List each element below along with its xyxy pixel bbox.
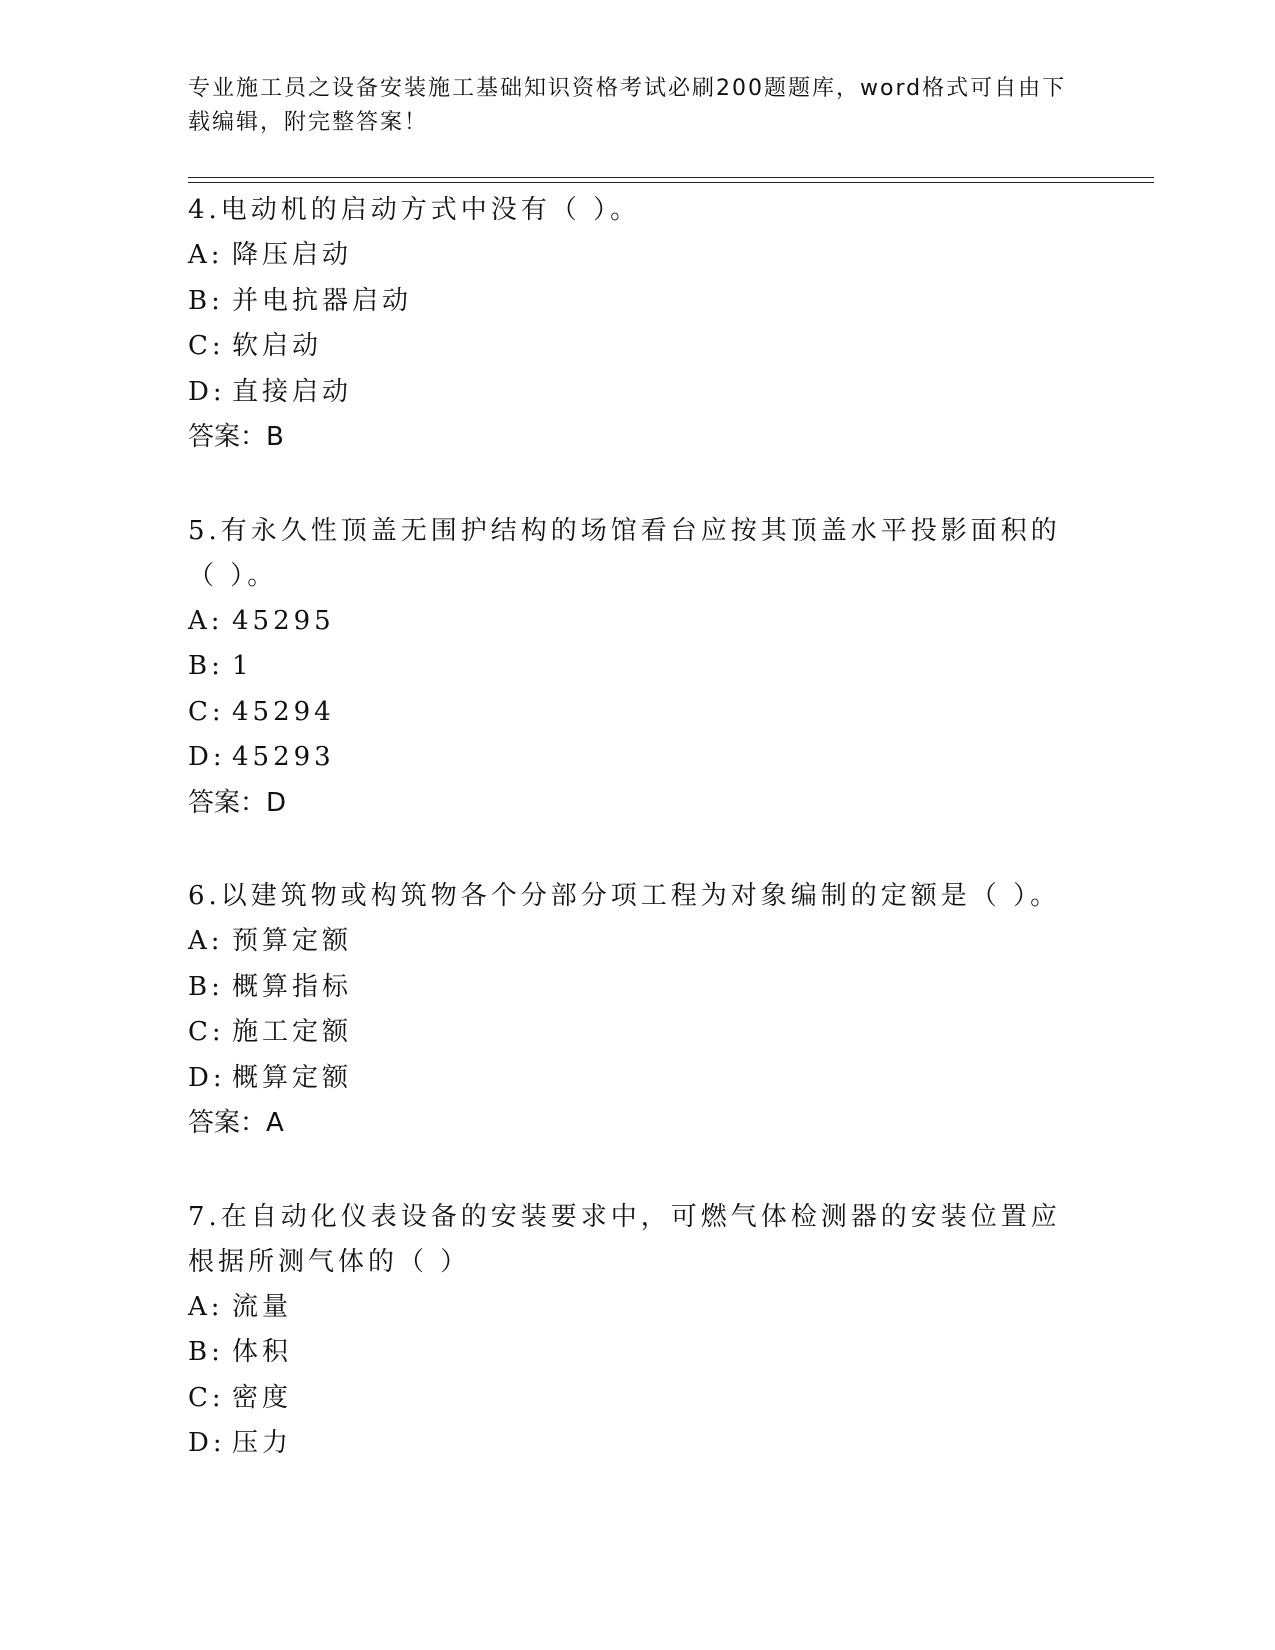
- question-list: [188, 188, 1068, 1515]
- option-text: 并电抗器启动: [232, 285, 413, 316]
- option-c: [188, 1010, 1068, 1056]
- option-b: [188, 644, 1068, 690]
- option-a: [188, 919, 1068, 965]
- option-a: [188, 599, 1068, 645]
- option-c: [188, 324, 1068, 370]
- option-key: B:: [188, 971, 224, 1002]
- option-key: A:: [188, 926, 224, 956]
- option-b: [188, 1330, 1068, 1376]
- option-d: [188, 1056, 1068, 1102]
- option-text: 降压启动: [232, 240, 353, 270]
- option-text: 体积: [232, 1337, 293, 1367]
- option-d: [188, 735, 1068, 781]
- option-text: 直接启动: [232, 376, 353, 407]
- option-key: A:: [188, 1291, 224, 1322]
- question-6: [188, 874, 1068, 1147]
- answer-line: 答案：B: [188, 422, 284, 452]
- header-divider-bottom: [188, 182, 1154, 183]
- option-text: 概算定额: [232, 1062, 353, 1093]
- option-key: D:: [188, 742, 226, 772]
- option-key: C:: [188, 331, 225, 361]
- answer-line: 答案：A: [188, 1108, 284, 1138]
- option-text: 施工定额: [232, 1017, 353, 1047]
- option-text: 密度: [232, 1382, 293, 1413]
- header-divider-top: [188, 177, 1154, 178]
- option-key: B:: [188, 285, 224, 316]
- option-key: C:: [188, 1382, 225, 1413]
- option-a: [188, 1285, 1068, 1331]
- option-key: D:: [188, 1062, 226, 1093]
- option-text: 45294: [232, 696, 335, 727]
- option-text: 软启动: [232, 331, 323, 361]
- question-text: 7.在自动化仪表设备的安装要求中，可燃气体检测器的安装位置应根据所测气体的（ ）: [188, 1201, 1061, 1277]
- question-text: 5.有永久性顶盖无围护结构的场馆看台应按其顶盖水平投影面积的（ ）。: [188, 515, 1061, 591]
- option-d: [188, 1421, 1068, 1467]
- option-key: D:: [188, 1428, 226, 1458]
- option-text: 45295: [232, 605, 335, 636]
- option-text: 压力: [232, 1428, 293, 1458]
- option-b: [188, 965, 1068, 1011]
- question-4: [188, 188, 1068, 461]
- option-key: B:: [188, 1337, 224, 1367]
- option-a: [188, 233, 1068, 279]
- option-key: A:: [188, 240, 224, 270]
- document-header: 专业施工员之设备安装施工基础知识资格考试必刷200题题库，word格式可自由下载编辑，附完整答案！: [188, 76, 1067, 135]
- option-text: 1: [232, 651, 253, 681]
- option-c: [188, 1376, 1068, 1422]
- option-text: 预算定额: [232, 926, 353, 956]
- option-text: 流量: [232, 1291, 293, 1322]
- option-key: D:: [188, 376, 226, 407]
- option-text: 概算指标: [232, 971, 353, 1002]
- question-7: [188, 1195, 1068, 1467]
- option-c: [188, 690, 1068, 736]
- question-5: [188, 509, 1068, 827]
- option-key: C:: [188, 1017, 225, 1047]
- option-key: C:: [188, 696, 225, 727]
- option-d: [188, 370, 1068, 416]
- option-text: 45293: [232, 742, 335, 772]
- option-key: B:: [188, 651, 224, 681]
- option-b: [188, 279, 1068, 325]
- question-text: 4.电动机的启动方式中没有（ ）。: [188, 195, 641, 225]
- option-key: A:: [188, 605, 224, 636]
- question-text: 6.以建筑物或构筑物各个分部分项工程为对象编制的定额是（ ）。: [188, 881, 1061, 911]
- answer-line: 答案：D: [188, 787, 287, 818]
